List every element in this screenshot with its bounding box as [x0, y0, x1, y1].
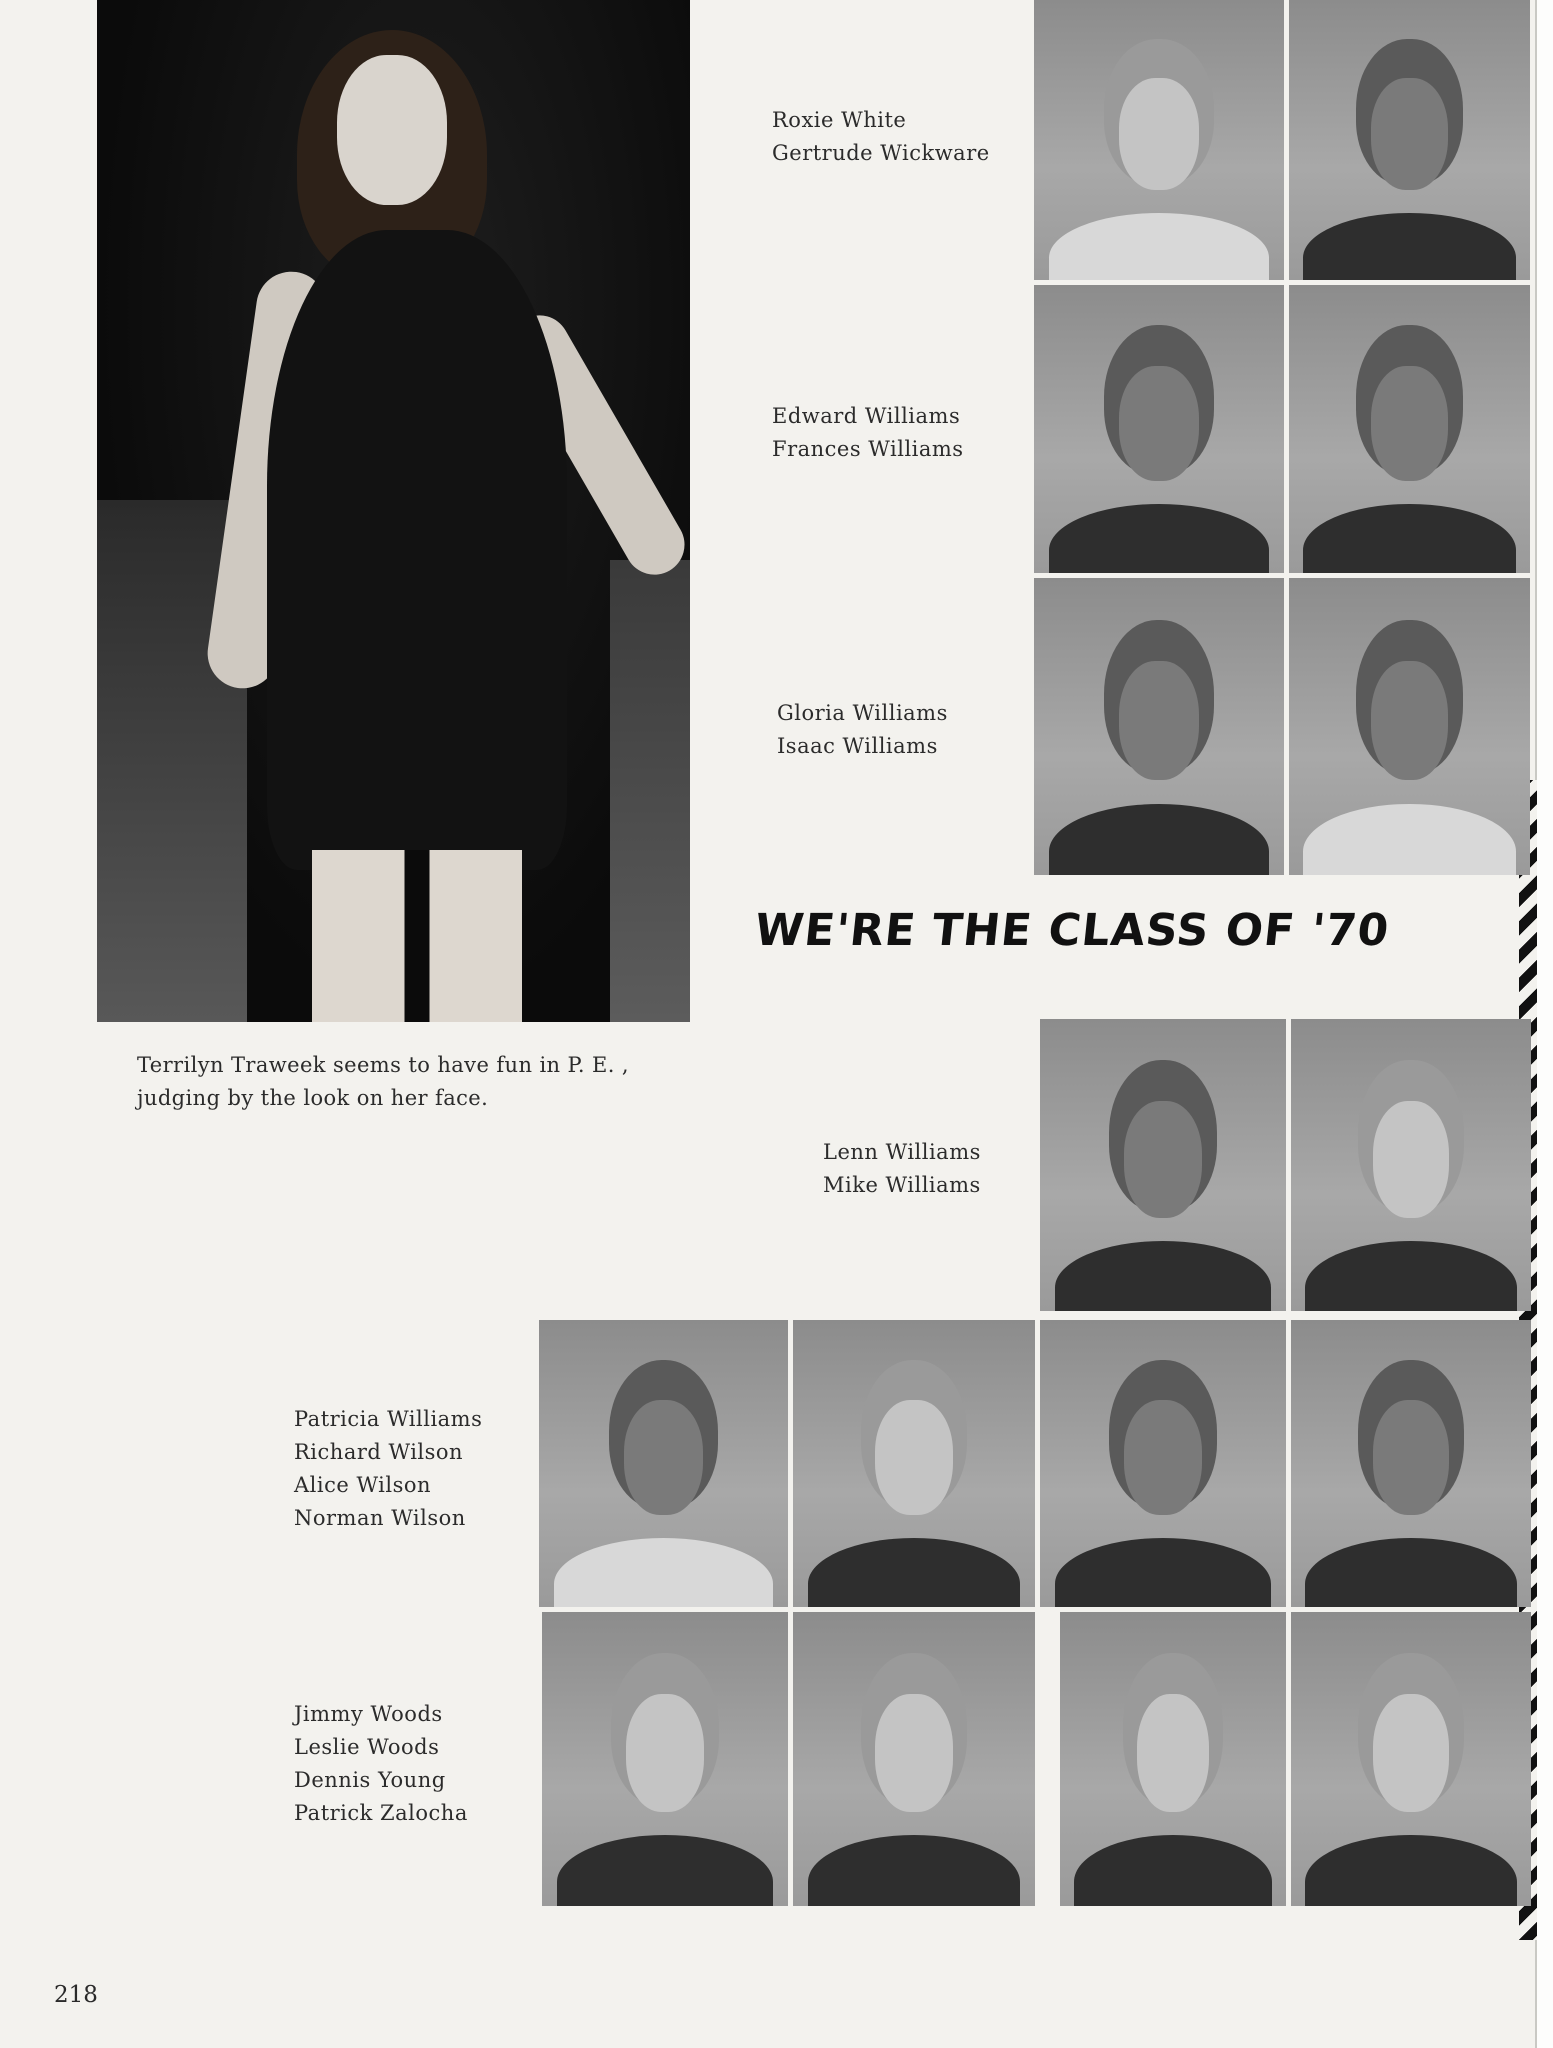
portrait-shoulders	[557, 1835, 773, 1906]
portrait-face	[1137, 1694, 1209, 1812]
student-name: Dennis Young	[294, 1768, 446, 1792]
caption-line: judging by the look on her face.	[137, 1086, 489, 1110]
portrait-shoulders	[1305, 1241, 1516, 1311]
portrait-face	[1119, 366, 1199, 481]
portrait-photo	[1289, 578, 1530, 875]
portrait-photo	[793, 1612, 1035, 1906]
portrait-shoulders	[1049, 504, 1269, 573]
portrait-face	[1371, 78, 1448, 190]
page-number: 218	[54, 1982, 98, 2008]
portrait-shoulders	[1049, 804, 1269, 875]
student-name: Patricia Williams	[294, 1407, 483, 1431]
student-name: Norman Wilson	[294, 1506, 466, 1530]
student-name: Patrick Zalocha	[294, 1801, 468, 1825]
student-name: Isaac Williams	[777, 734, 938, 758]
student-name: Mike Williams	[823, 1173, 981, 1197]
portrait-face	[1124, 1101, 1203, 1218]
portrait-shoulders	[554, 1538, 773, 1607]
portrait-face	[1119, 661, 1199, 780]
portrait-face	[1371, 661, 1448, 780]
portrait-face	[1371, 366, 1448, 481]
caption-line: Terrilyn Traweek seems to have fun in P. E. ,	[137, 1053, 629, 1077]
portrait-photo	[1040, 1019, 1286, 1311]
name-group-6	[294, 1698, 468, 1830]
portrait-face	[626, 1694, 705, 1812]
portrait-shoulders	[1303, 504, 1515, 573]
name-group-2	[772, 400, 964, 466]
portrait-shoulders	[808, 1538, 1021, 1607]
portrait-photo	[1034, 285, 1284, 573]
student-name: Gloria Williams	[777, 701, 948, 725]
page-headline: WE'RE THE CLASS OF '70	[752, 905, 1392, 956]
portrait-photo	[1291, 1019, 1531, 1311]
portrait-shoulders	[1303, 804, 1515, 875]
feature-photo-crowd-right	[610, 560, 690, 1022]
student-name: Jimmy Woods	[294, 1702, 443, 1726]
portrait-shoulders	[1049, 213, 1269, 280]
portrait-photo	[1034, 578, 1284, 875]
portrait-photo	[1291, 1612, 1531, 1906]
student-name: Edward Williams	[772, 404, 961, 428]
portrait-face	[1373, 1101, 1450, 1218]
portrait-shoulders	[1305, 1538, 1516, 1607]
portrait-face	[1124, 1400, 1203, 1515]
name-group-3	[777, 697, 948, 763]
portrait-photo	[1291, 1320, 1531, 1607]
portrait-face	[624, 1400, 704, 1515]
student-name: Lenn Williams	[823, 1140, 981, 1164]
portrait-face	[875, 1400, 952, 1515]
portrait-shoulders	[1074, 1835, 1273, 1906]
student-name: Alice Wilson	[294, 1473, 432, 1497]
portrait-photo	[1060, 1612, 1286, 1906]
feature-photo-face	[337, 55, 447, 205]
portrait-photo	[539, 1320, 788, 1607]
feature-photo-outfit	[267, 230, 567, 870]
portrait-photo	[1040, 1320, 1286, 1607]
portrait-photo	[542, 1612, 788, 1906]
student-name: Gertrude Wickware	[772, 141, 990, 165]
portrait-face	[1373, 1400, 1450, 1515]
portrait-shoulders	[1055, 1241, 1271, 1311]
portrait-shoulders	[1055, 1538, 1271, 1607]
portrait-photo	[1289, 0, 1530, 280]
portrait-face	[875, 1694, 952, 1812]
portrait-face	[1119, 78, 1199, 190]
portrait-shoulders	[1303, 213, 1515, 280]
portrait-photo	[1034, 0, 1284, 280]
student-name: Roxie White	[772, 108, 907, 132]
feature-photo-caption	[137, 1049, 629, 1115]
portrait-shoulders	[808, 1835, 1021, 1906]
name-group-1	[772, 104, 990, 170]
student-name: Richard Wilson	[294, 1440, 464, 1464]
feature-photo	[97, 0, 690, 1022]
student-name: Frances Williams	[772, 437, 964, 461]
portrait-photo	[1289, 285, 1530, 573]
name-group-4	[823, 1136, 981, 1202]
portrait-shoulders	[1305, 1835, 1516, 1906]
name-group-5	[294, 1403, 482, 1535]
portrait-face	[1373, 1694, 1450, 1812]
student-name: Leslie Woods	[294, 1735, 440, 1759]
page-edge	[1535, 0, 1553, 2048]
portrait-photo	[793, 1320, 1035, 1607]
feature-photo-legs	[312, 850, 522, 1022]
